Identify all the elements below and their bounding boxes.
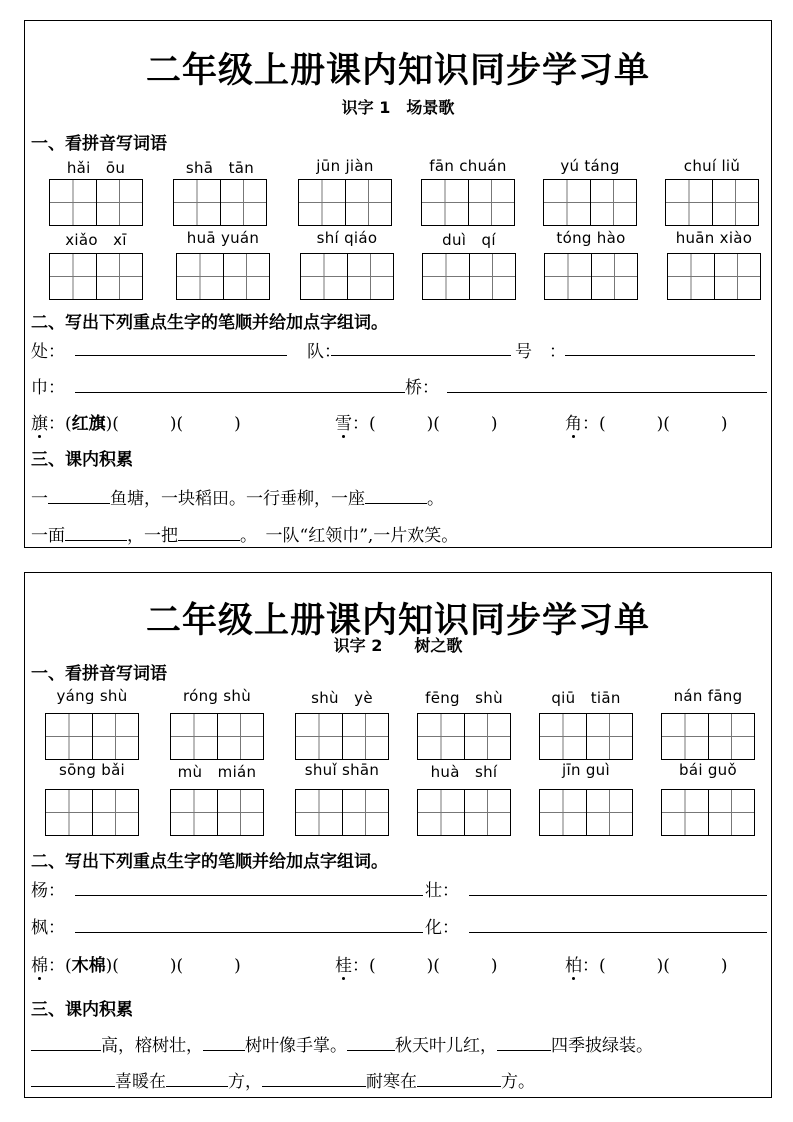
fill-blank[interactable] xyxy=(417,1069,501,1087)
stroke-label: 队： xyxy=(307,342,341,362)
stroke-answer-line[interactable] xyxy=(447,392,767,393)
stroke-label: 号 ： xyxy=(515,342,566,362)
stroke-answer-line[interactable] xyxy=(75,895,423,896)
pinyin-label: róng shù xyxy=(182,687,252,705)
writing-box[interactable] xyxy=(170,713,264,760)
compound-row: 桂：( )( ) xyxy=(335,951,498,976)
writing-box[interactable] xyxy=(300,253,394,300)
pinyin-label: huà shí xyxy=(430,763,498,781)
section-1-heading: 一、看拼音写词语 xyxy=(31,134,167,154)
pinyin-label: fēng shù xyxy=(425,689,503,707)
pinyin-label: fān chuán xyxy=(429,157,507,175)
fill-blank[interactable] xyxy=(497,1033,551,1051)
pinyin-label: yú táng xyxy=(560,157,620,175)
lesson-subtitle: 识字 2 树之歌 xyxy=(333,636,463,655)
section-3-heading: 三、课内积累 xyxy=(31,450,133,470)
accumulation-line-1: 一 鱼塘，一块稻田。一行垂柳，一座 。 xyxy=(31,484,444,509)
lesson-subtitle: 识字 1 场景歌 xyxy=(341,98,455,117)
writing-box[interactable] xyxy=(176,253,270,300)
writing-box[interactable] xyxy=(543,179,637,226)
worksheet-1 xyxy=(24,20,772,548)
writing-box[interactable] xyxy=(298,179,392,226)
stroke-answer-line[interactable] xyxy=(565,355,755,356)
pinyin-label: sōng bǎi xyxy=(58,761,126,779)
stroke-label: 处： xyxy=(31,342,65,362)
pinyin-label: tóng hào xyxy=(556,229,626,247)
writing-box[interactable] xyxy=(49,253,143,300)
dotted-char: 角 xyxy=(565,409,582,434)
compound-row: 雪：( )( ) xyxy=(335,409,498,434)
fill-blank[interactable] xyxy=(203,1033,245,1051)
pinyin-label: shā tān xyxy=(185,159,255,177)
writing-box[interactable] xyxy=(170,789,264,836)
accumulation-line-2: 一面 ，一把 。 一队“红领巾”,一片欢笑。 xyxy=(31,521,458,546)
dotted-char: 柏 xyxy=(565,951,582,976)
worksheet-title: 二年级上册课内知识同步学习单 xyxy=(145,600,650,641)
fill-blank[interactable] xyxy=(166,1069,228,1087)
section-2-heading: 二、写出下列重点生字的笔顺并给加点字组词。 xyxy=(31,852,388,872)
dotted-char: 棉 xyxy=(31,951,48,976)
pinyin-label: shù yè xyxy=(311,689,373,707)
writing-box[interactable] xyxy=(417,713,511,760)
stroke-answer-line[interactable] xyxy=(469,895,767,896)
example-word: 木棉 xyxy=(71,956,106,976)
pinyin-label: huā yuán xyxy=(186,229,260,247)
dotted-char: 雪 xyxy=(335,409,352,434)
pinyin-label: nán fāng xyxy=(673,687,743,705)
stroke-answer-line[interactable] xyxy=(469,932,767,933)
writing-box[interactable] xyxy=(173,179,267,226)
fill-blank[interactable] xyxy=(365,486,427,504)
section-3-heading: 三、课内积累 xyxy=(31,1000,133,1020)
compound-row: 棉：(木棉)( )( ) xyxy=(31,951,241,976)
fill-blank[interactable] xyxy=(178,523,240,541)
pinyin-label: chuí liǔ xyxy=(683,157,741,175)
pinyin-label: hǎi ōu xyxy=(66,159,126,177)
writing-box[interactable] xyxy=(49,179,143,226)
compound-row: 柏：( )( ) xyxy=(565,951,728,976)
pinyin-label: xiǎo xī xyxy=(65,231,127,249)
stroke-answer-line[interactable] xyxy=(75,355,287,356)
writing-box[interactable] xyxy=(422,253,516,300)
pinyin-label: shuǐ shān xyxy=(304,761,380,779)
writing-box[interactable] xyxy=(539,713,633,760)
fill-blank[interactable] xyxy=(48,486,110,504)
stroke-answer-line[interactable] xyxy=(331,355,511,356)
stroke-label: 壮： xyxy=(425,881,459,901)
pinyin-label: huān xiào xyxy=(675,229,753,247)
worksheet-2 xyxy=(24,572,772,1098)
pinyin-label: mù mián xyxy=(177,763,257,781)
section-1-heading: 一、看拼音写词语 xyxy=(31,664,167,684)
pinyin-label: jūn jiàn xyxy=(316,157,374,175)
pinyin-label: bái guǒ xyxy=(679,761,737,779)
dotted-char: 桂 xyxy=(335,951,352,976)
fill-blank[interactable] xyxy=(31,1033,101,1051)
accumulation-line-1: 高，榕树壮， 树叶像手掌。 秋天叶儿红， 四季披绿装。 xyxy=(31,1031,653,1056)
pinyin-label: jīn guì xyxy=(562,761,610,779)
writing-box[interactable] xyxy=(539,789,633,836)
fill-blank[interactable] xyxy=(347,1033,395,1051)
dotted-char: 旗 xyxy=(31,409,48,434)
stroke-label: 枫： xyxy=(31,918,65,938)
compound-row: 旗：(红旗)( )( ) xyxy=(31,409,241,434)
worksheet-title: 二年级上册课内知识同步学习单 xyxy=(145,50,650,91)
stroke-label: 巾： xyxy=(31,378,65,398)
stroke-label: 桥： xyxy=(405,378,439,398)
pinyin-label: duì qí xyxy=(442,231,496,249)
writing-box[interactable] xyxy=(45,789,139,836)
pinyin-label: yáng shù xyxy=(56,687,128,705)
writing-box[interactable] xyxy=(544,253,638,300)
stroke-answer-line[interactable] xyxy=(75,392,405,393)
writing-box[interactable] xyxy=(661,789,755,836)
fill-blank[interactable] xyxy=(65,523,127,541)
writing-box[interactable] xyxy=(295,713,389,760)
stroke-label: 化： xyxy=(425,918,459,938)
stroke-answer-line[interactable] xyxy=(75,932,423,933)
pinyin-label: qiū tiān xyxy=(551,689,621,707)
writing-box[interactable] xyxy=(295,789,389,836)
example-word: 红旗 xyxy=(71,414,106,434)
accumulation-line-2: 喜暖在 方， 耐寒在 方。 xyxy=(31,1067,535,1092)
section-2-heading: 二、写出下列重点生字的笔顺并给加点字组词。 xyxy=(31,313,388,333)
stroke-label: 杨： xyxy=(31,881,65,901)
writing-box[interactable] xyxy=(417,789,511,836)
writing-box[interactable] xyxy=(421,179,515,226)
fill-blank[interactable] xyxy=(262,1069,366,1087)
writing-box[interactable] xyxy=(667,253,761,300)
compound-row: 角：( )( ) xyxy=(565,409,728,434)
writing-box[interactable] xyxy=(45,713,139,760)
writing-box[interactable] xyxy=(665,179,759,226)
writing-box[interactable] xyxy=(661,713,755,760)
pinyin-label: shí qiáo xyxy=(316,229,378,247)
fill-blank[interactable] xyxy=(31,1069,115,1087)
